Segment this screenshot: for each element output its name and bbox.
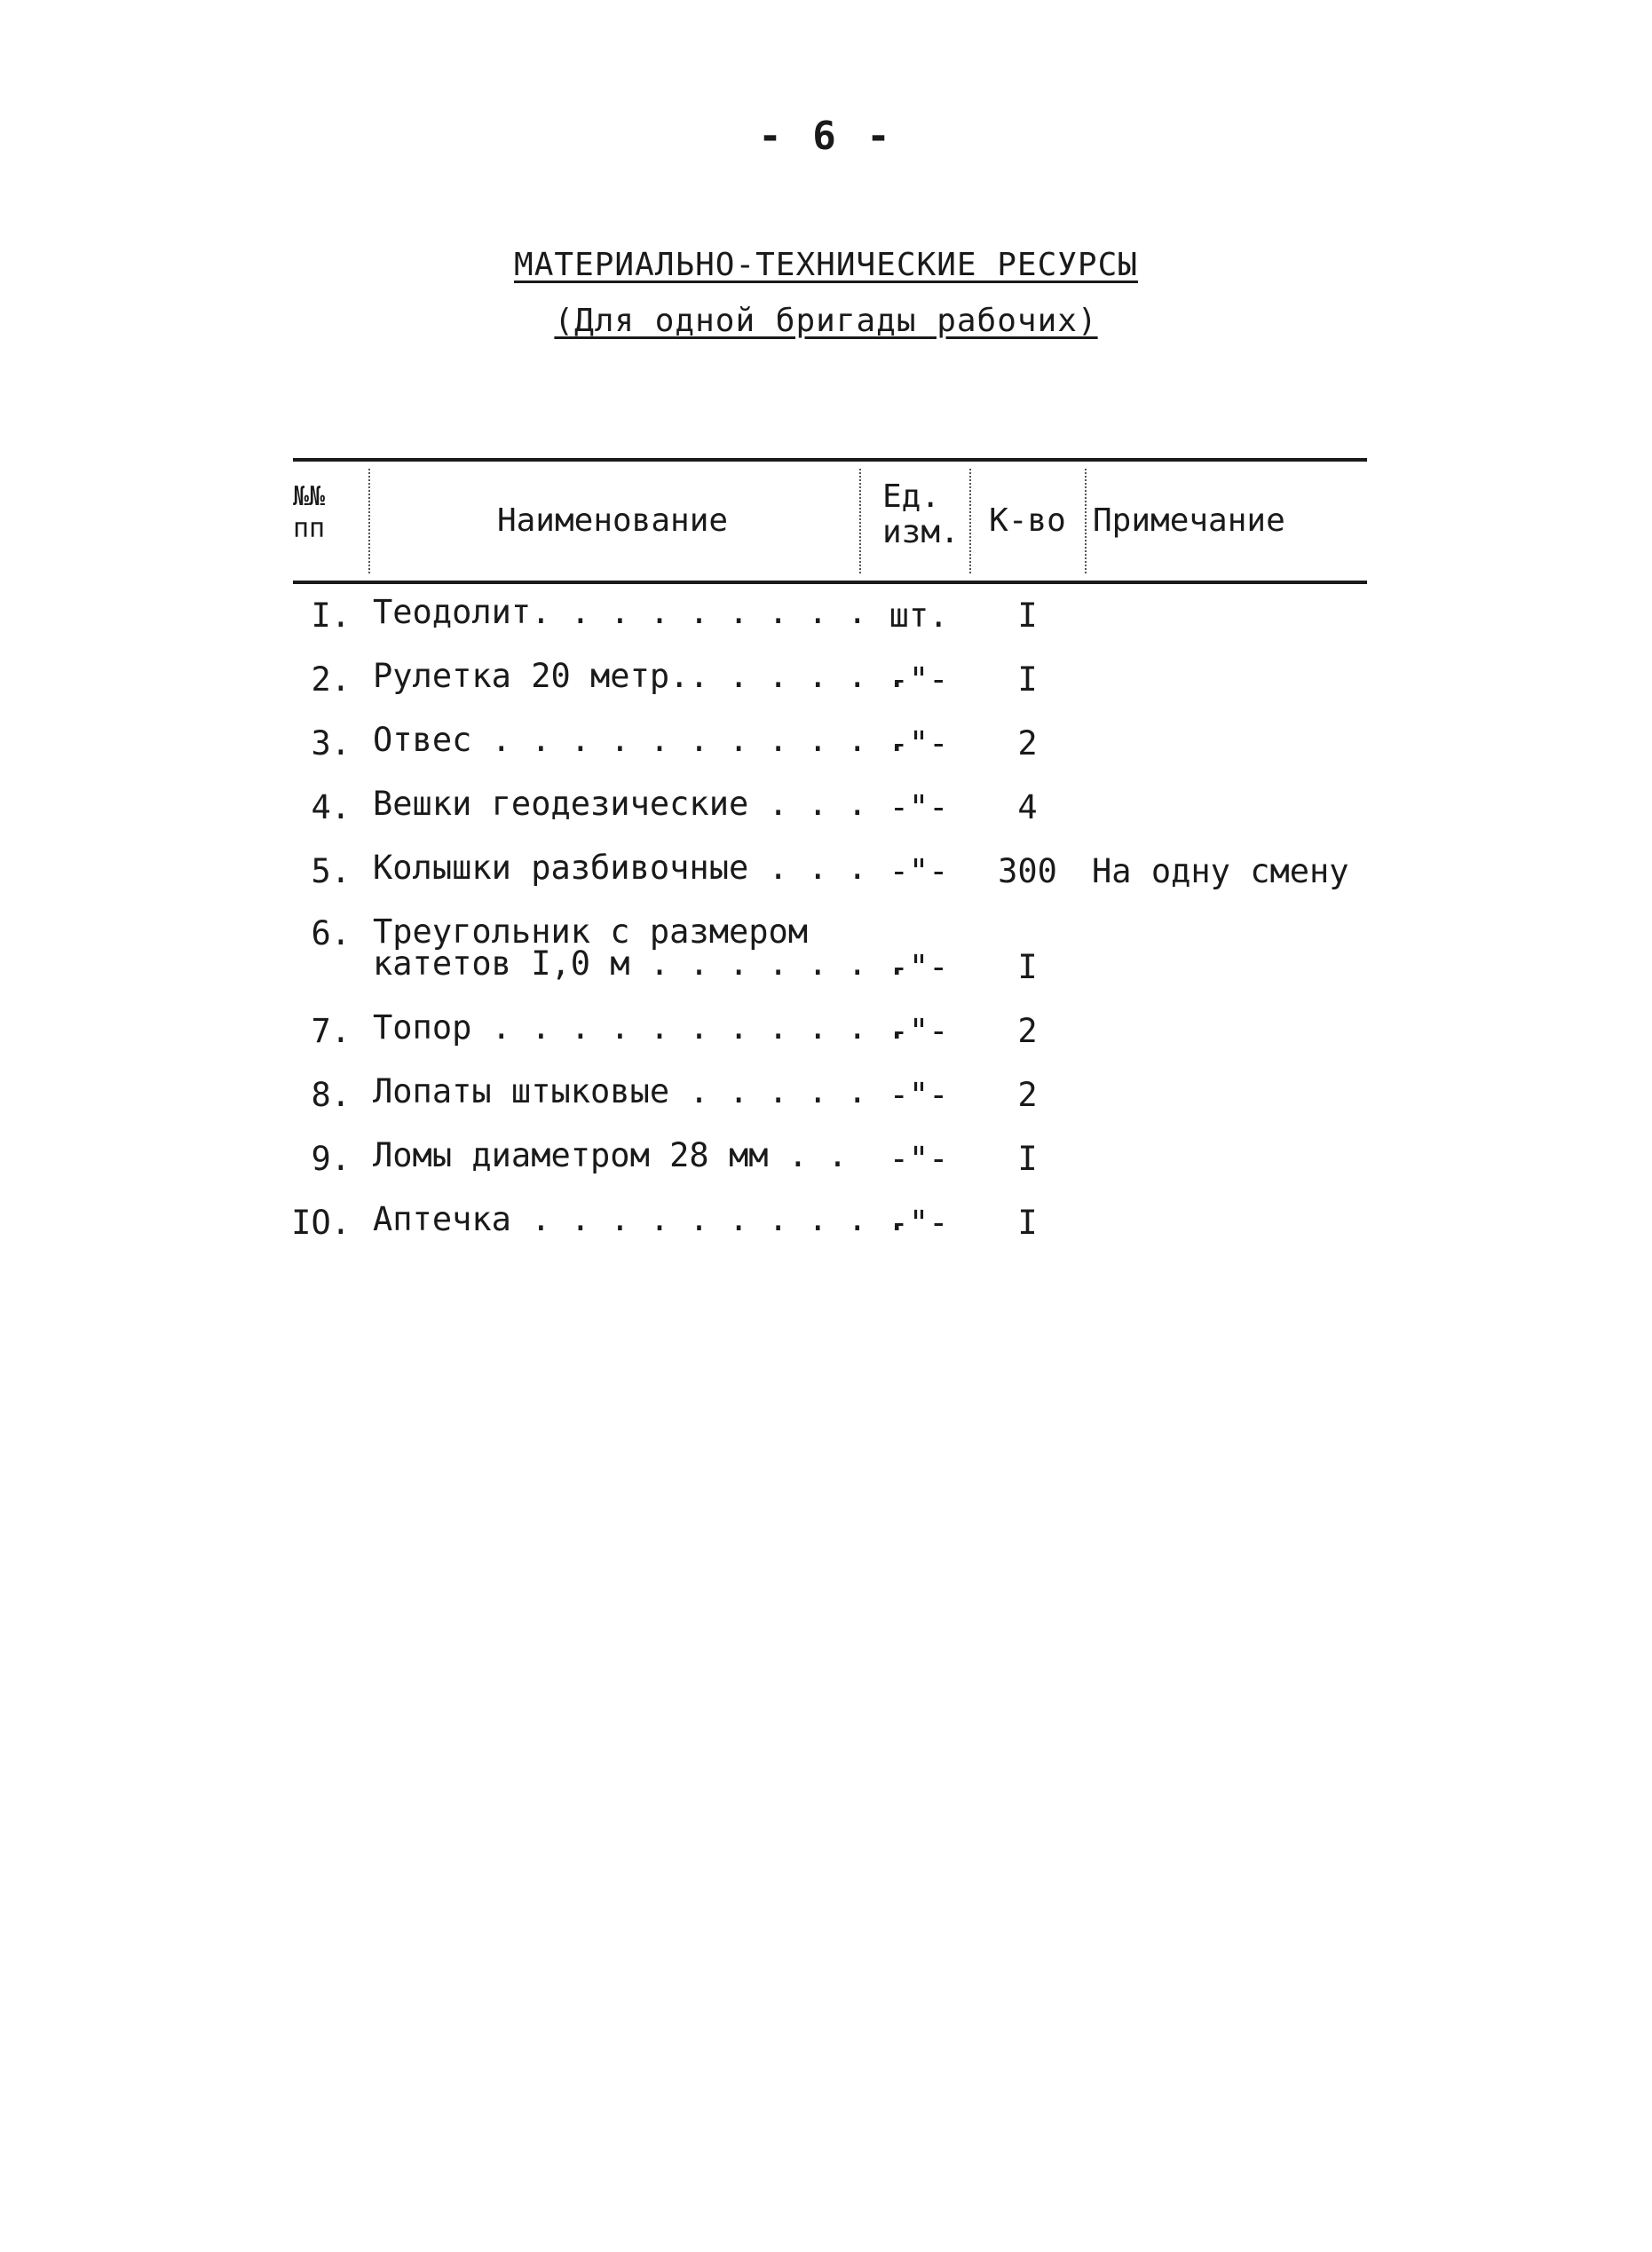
row-unit: -"-: [889, 788, 949, 826]
header-number: №№ пп: [293, 481, 326, 544]
table-row: [293, 712, 1367, 776]
table-row: [293, 1191, 1367, 1255]
title-block: [0, 247, 1652, 339]
page-number: - 6 -: [758, 114, 894, 159]
table-row: [293, 648, 1367, 712]
row-name: Лопаты штыковые . . . . .: [373, 1072, 867, 1110]
table-row: [293, 1000, 1367, 1063]
row-unit: -"-: [889, 852, 949, 890]
resources-table: [293, 458, 1367, 1255]
row-unit: -"-: [889, 1012, 949, 1050]
row-number: 3.: [311, 724, 351, 763]
row-name: Треугольник с размером катетов I,0 м . . . . . . .: [373, 913, 907, 983]
table-header: [293, 458, 1367, 584]
row-name: Колышки разбивочные . . .: [373, 849, 867, 887]
header-divider: [1085, 469, 1087, 573]
row-name: Топор . . . . . . . . . . .: [373, 1008, 907, 1047]
row-quantity: I: [1017, 1140, 1038, 1178]
row-name: Отвес . . . . . . . . . . .: [373, 721, 907, 759]
row-quantity: I: [1017, 948, 1038, 986]
row-name: Ломы диаметром 28 мм . .: [373, 1136, 848, 1174]
row-number: 7.: [311, 1012, 351, 1050]
row-name: Вешки геодезические . . .: [373, 785, 867, 823]
row-unit: -"-: [889, 660, 949, 699]
row-unit: -"-: [889, 1204, 949, 1242]
row-unit: шт.: [889, 597, 949, 635]
row-unit: -"-: [889, 1140, 949, 1178]
table-row: [293, 1063, 1367, 1127]
row-quantity: 300: [998, 852, 1057, 890]
header-quantity: К-во: [989, 502, 1066, 539]
row-number: 6.: [311, 914, 351, 952]
row-unit: -"-: [889, 1076, 949, 1114]
row-name: Рулетка 20 метр.. . . . . .: [373, 657, 907, 695]
row-quantity: I: [1017, 1204, 1038, 1242]
row-quantity: 4: [1017, 788, 1038, 826]
table-row: [293, 584, 1367, 648]
row-name: Аптечка . . . . . . . . . .: [373, 1200, 907, 1238]
row-number: 5.: [311, 852, 351, 890]
header-divider: [969, 469, 971, 573]
row-quantity: 2: [1017, 1076, 1038, 1114]
row-note: На одну смену: [1092, 852, 1349, 890]
header-note: Примечание: [1093, 502, 1285, 539]
document-subtitle: (Для одной бригады рабочих): [554, 303, 1098, 339]
row-number: I.: [311, 597, 351, 635]
header-unit: Ед. изм.: [882, 478, 960, 550]
row-name: Теодолит. . . . . . . . .: [373, 593, 867, 631]
table-row: [293, 904, 1367, 1000]
row-number: 2.: [311, 660, 351, 699]
row-number: 4.: [311, 788, 351, 826]
row-quantity: 2: [1017, 724, 1038, 763]
table-body: [293, 584, 1367, 1255]
row-number: 9.: [311, 1140, 351, 1178]
table-row: [293, 1127, 1367, 1191]
row-number: IO.: [291, 1204, 351, 1242]
row-quantity: 2: [1017, 1012, 1038, 1050]
header-name: Наименование: [496, 502, 729, 539]
document-title: МАТЕРИАЛЬНО-ТЕХНИЧЕСКИЕ РЕСУРСЫ: [514, 247, 1138, 283]
row-number: 8.: [311, 1076, 351, 1114]
row-quantity: I: [1017, 660, 1038, 699]
row-unit: -"-: [889, 724, 949, 763]
row-quantity: I: [1017, 597, 1038, 635]
row-unit: -"-: [889, 948, 949, 986]
table-row: [293, 840, 1367, 904]
table-row: [293, 776, 1367, 840]
